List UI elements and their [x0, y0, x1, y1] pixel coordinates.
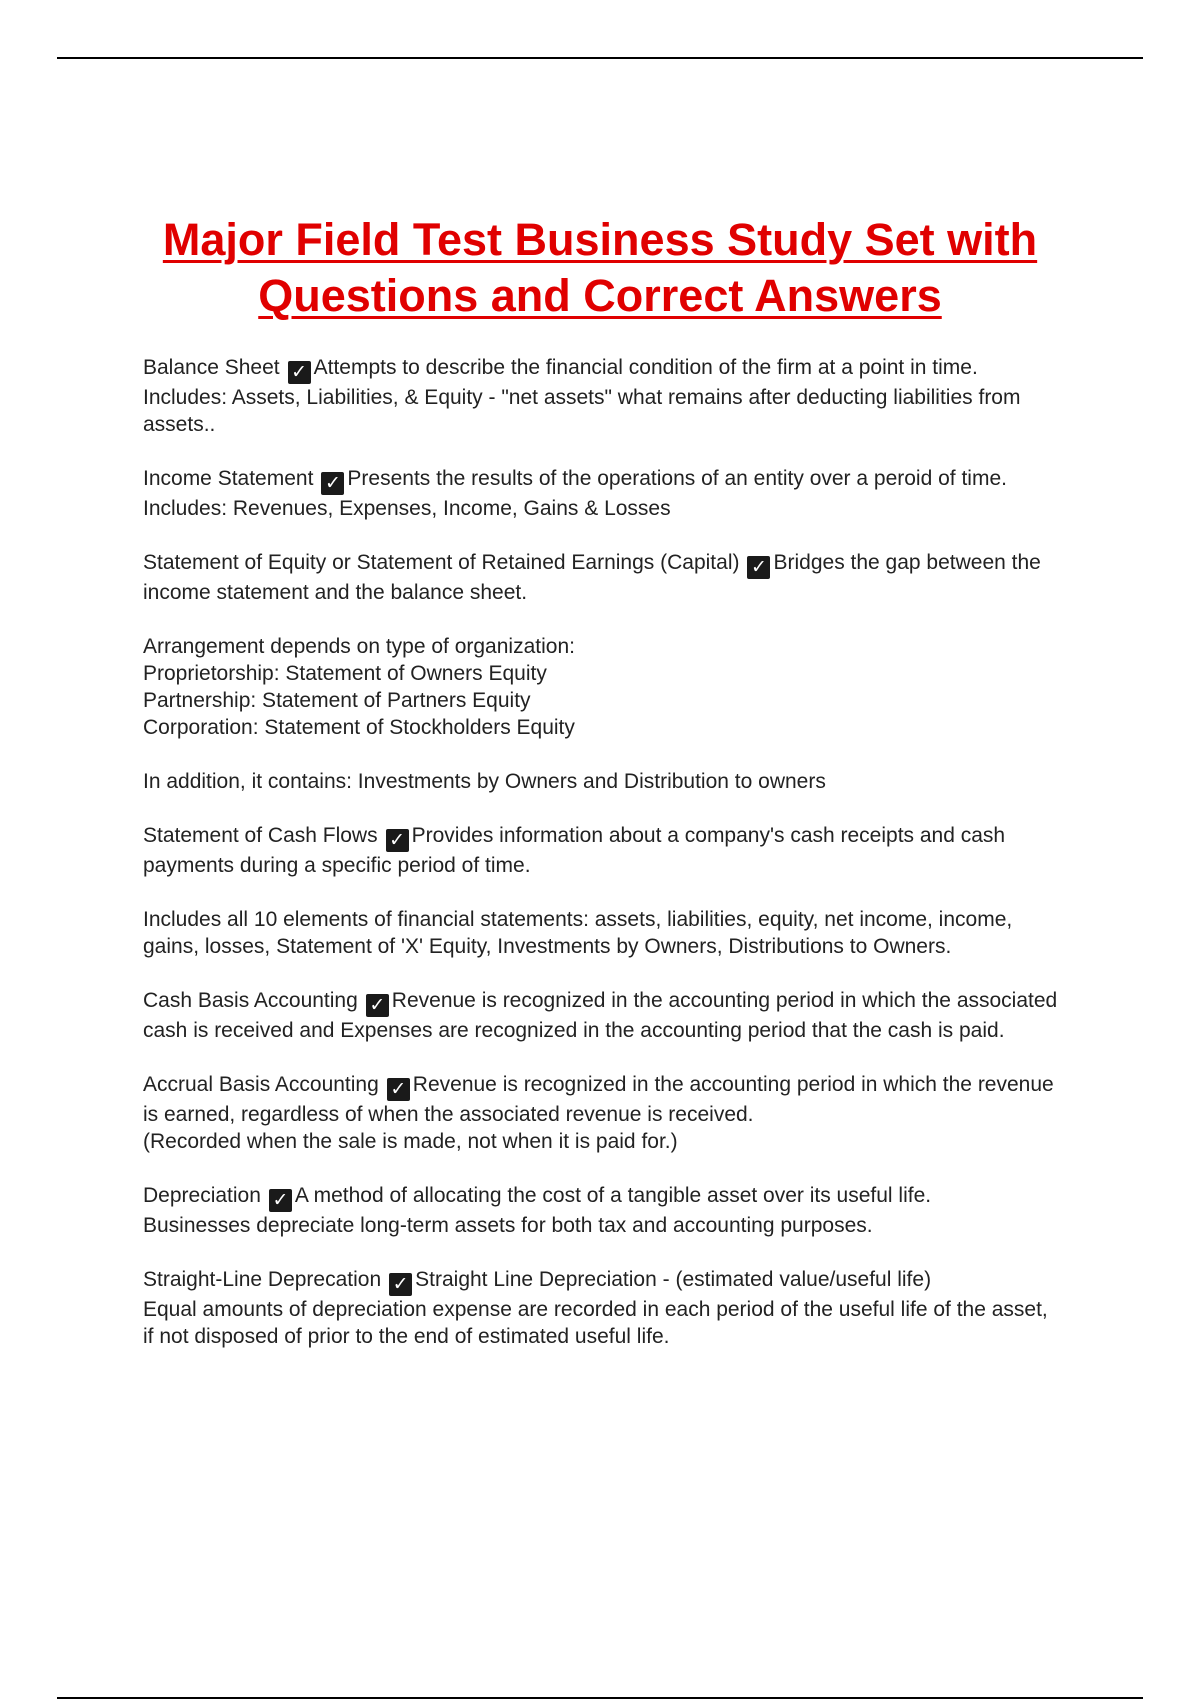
entry-main-line	[143, 1182, 1063, 1212]
entry-main-line	[143, 549, 1063, 606]
entry-definition: Revenue is recognized in the accounting period in which the revenue is earned, regardless of when the associated revenue is received.	[143, 1073, 1054, 1126]
entry-extra: (Recorded when the sale is made, not when it is paid for.)	[143, 1130, 678, 1153]
entry-definition: Presents the results of the operations of an entity over a peroid of time.	[347, 467, 1007, 490]
entry-extra: Includes: Assets, Liabilities, & Equity - "net assets" what remains after deducting liabilities from assets..	[143, 386, 1021, 436]
entry-straight-line-deprecation	[143, 1266, 1063, 1350]
entry-term: Income Statement	[143, 467, 314, 490]
entry-definition: Attempts to describe the financial condition of the firm at a point in time.	[313, 356, 978, 379]
entry-extra: Businesses depreciate long-term assets for both tax and accounting purposes.	[143, 1214, 873, 1237]
title-line-1: Major Field Test Business Study Set with	[162, 214, 1038, 265]
entry-term: Balance Sheet	[143, 356, 280, 379]
entry-main-line	[143, 354, 1063, 384]
entry-cash-basis-accounting	[143, 987, 1063, 1044]
check-icon: ✓	[288, 361, 311, 384]
entry-main-line	[143, 1266, 1063, 1296]
paragraph-line: Includes all 10 elements of financial statements: assets, liabilities, equity, net income, income, gains, losses, Statement of 'X' Equity, Investments by Owners, Distributions to Owners.	[143, 908, 1013, 958]
entry-statement-of-cash-flows	[143, 822, 1063, 879]
entry-income-statement	[143, 465, 1063, 522]
entry-term: Depreciation	[143, 1184, 261, 1207]
entry-balance-sheet	[143, 354, 1063, 438]
paragraph-line: Partnership: Statement of Partners Equity	[143, 689, 531, 712]
title-line-2: Questions and Correct Answers	[258, 270, 942, 321]
check-icon: ✓	[387, 1078, 410, 1101]
entry-term: Statement of Cash Flows	[143, 824, 378, 847]
study-content	[143, 354, 1063, 1377]
bottom-rule	[57, 1697, 1143, 1699]
check-icon: ✓	[366, 994, 389, 1017]
entry-extra: Equal amounts of depreciation expense are recorded in each period of the useful life of the asset, if not disposed of prior to the end of estimated useful life.	[143, 1298, 1048, 1348]
paragraph-in-addition	[143, 768, 1063, 795]
top-rule	[57, 57, 1143, 59]
entry-definition: Provides information about a company's cash receipts and cash payments during a specific period of time.	[143, 824, 1006, 877]
entry-term: Straight-Line Deprecation	[143, 1268, 382, 1291]
entry-accrual-basis-accounting	[143, 1071, 1063, 1155]
check-icon: ✓	[747, 556, 770, 579]
entry-definition: Bridges the gap between the income statement and the balance sheet.	[143, 551, 1041, 604]
entry-extra: Includes: Revenues, Expenses, Income, Gains & Losses	[143, 497, 671, 520]
check-icon: ✓	[269, 1189, 292, 1212]
entry-main-line	[143, 1071, 1063, 1128]
document-title	[100, 212, 1100, 324]
entry-statement-of-equity	[143, 549, 1063, 606]
entry-main-line	[143, 465, 1063, 495]
paragraph-arrangement	[143, 633, 1063, 741]
entry-definition: A method of allocating the cost of a tangible asset over its useful life.	[294, 1184, 932, 1207]
paragraph-line: Proprietorship: Statement of Owners Equity	[143, 662, 547, 685]
entry-main-line	[143, 822, 1063, 879]
entry-term: Statement of Equity or Statement of Retained Earnings (Capital)	[143, 551, 740, 574]
entry-term: Cash Basis Accounting	[143, 989, 358, 1012]
paragraph-line: Arrangement depends on type of organization:	[143, 635, 575, 658]
paragraph-line: Corporation: Statement of Stockholders Equity	[143, 716, 575, 739]
check-icon: ✓	[386, 829, 409, 852]
entry-depreciation	[143, 1182, 1063, 1239]
entry-definition: Revenue is recognized in the accounting period in which the associated cash is received and Expenses are recognized in the accounting period that the cash is paid.	[143, 989, 1058, 1042]
paragraph-line: In addition, it contains: Investments by Owners and Distribution to owners	[143, 770, 826, 793]
entry-term: Accrual Basis Accounting	[143, 1073, 379, 1096]
entry-definition: Straight Line Depreciation - (estimated value/useful life)	[415, 1268, 932, 1291]
check-icon: ✓	[321, 472, 344, 495]
check-icon: ✓	[389, 1273, 412, 1296]
entry-main-line	[143, 987, 1063, 1044]
paragraph-ten-elements	[143, 906, 1063, 960]
